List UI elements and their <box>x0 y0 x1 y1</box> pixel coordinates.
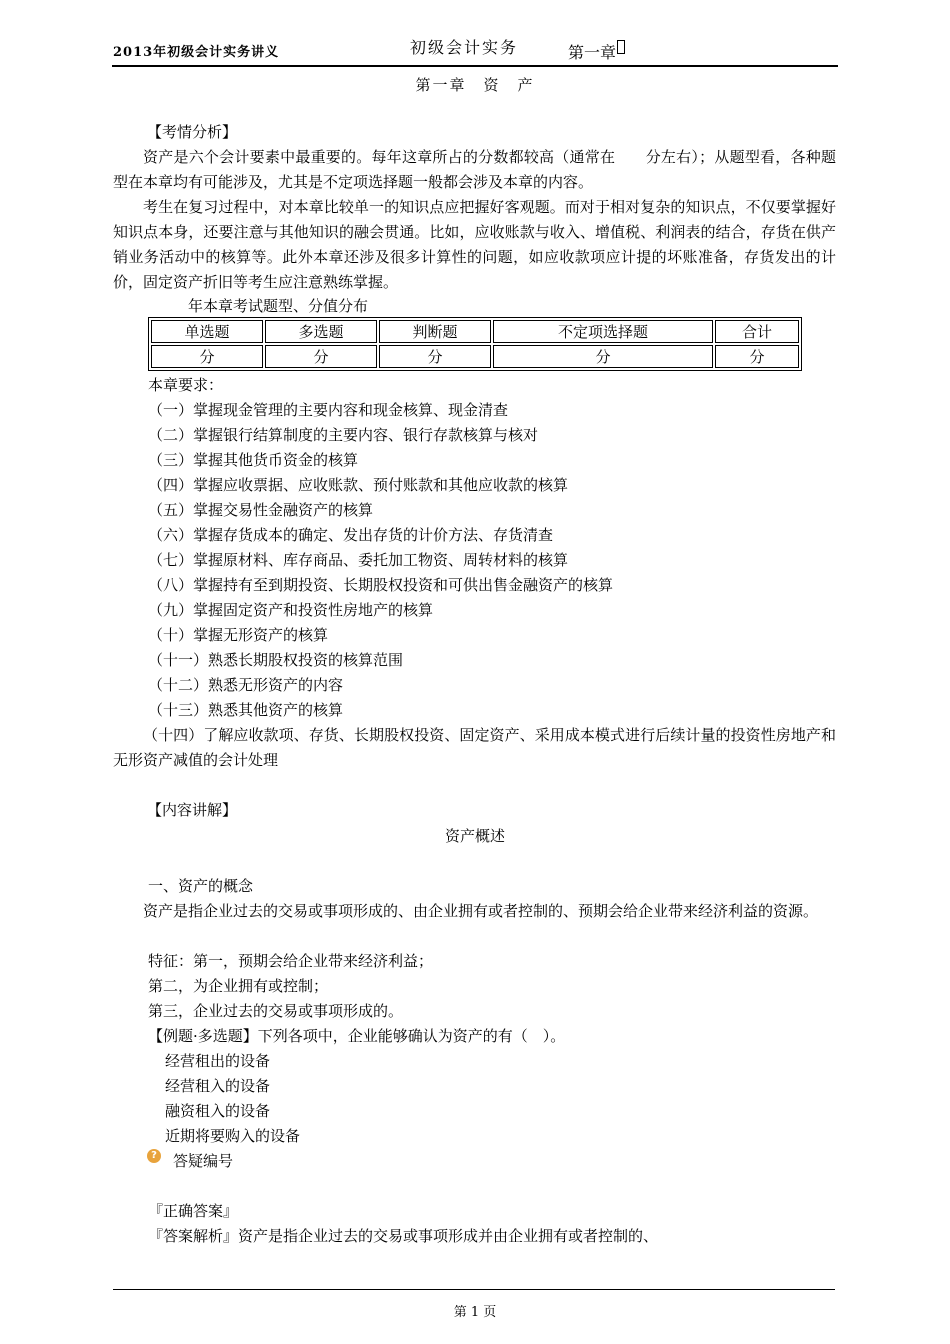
requirement-item: （六）掌握存货成本的确定、发出存货的计价方法、存货清查 <box>148 526 554 544</box>
feature-line: 特征：第一，预期会给企业带来经济利益； <box>148 952 434 970</box>
footer-rule <box>113 1289 835 1290</box>
asset-definition: 资产是指企业过去的交易或事项形成的、由企业拥有或者控制的、预期会给企业带来经济利益的资源。 <box>143 902 819 920</box>
table-cell: 分 <box>265 345 377 368</box>
requirement-item: （三）掌握其他货币资金的核算 <box>148 451 359 469</box>
table-header-cell: 不定项选择题 <box>493 320 713 343</box>
option-item: 融资租入的设备 <box>165 1102 271 1120</box>
requirement-item: （四）掌握应收票据、应收账款、预付账款和其他应收款的核算 <box>148 476 569 494</box>
table-header-cell: 判断题 <box>379 320 491 343</box>
option-item: 经营租出的设备 <box>165 1052 271 1070</box>
header-chapter <box>568 40 625 63</box>
table-header-cell: 单选题 <box>151 320 263 343</box>
table-cell: 分 <box>715 345 799 368</box>
score-distribution-table <box>148 317 802 371</box>
section-title: 资产概述 <box>444 827 505 845</box>
table-row <box>151 345 799 368</box>
table-cell: 分 <box>151 345 263 368</box>
question-mark-icon[interactable]: ? <box>147 1149 161 1163</box>
table-cell: 分 <box>379 345 491 368</box>
requirement-item: （十一）熟悉长期股权投资的核算范围 <box>148 651 404 669</box>
header-left-title: 2013年初级会计实务讲义 <box>113 45 280 60</box>
feature-line: 第三，企业过去的交易或事项形成的。 <box>148 1002 404 1020</box>
header-chapter-label: 第一章 <box>568 43 617 62</box>
content-heading: 【内容讲解】 <box>147 801 238 819</box>
requirement-item: （九）掌握固定资产和投资性房地产的核算 <box>148 601 434 619</box>
requirement-item: （五）掌握交易性金融资产的核算 <box>148 501 374 519</box>
requirements-heading: 本章要求： <box>148 376 224 394</box>
table-header-cell: 合计 <box>715 320 799 343</box>
qa-number-label[interactable]: 答疑编号 <box>173 1152 234 1170</box>
requirement-item: （二）掌握银行结算制度的主要内容、银行存款核算与核对 <box>148 426 539 444</box>
table-cell: 分 <box>493 345 713 368</box>
requirement-item: （十）掌握无形资产的核算 <box>148 626 329 644</box>
exam-analysis-para-1: 资产是六个会计要素中最重要的。每年这章所占的分数都较高（通常在 分左右）；从题型看，各种题型在本章均有可能涉及，尤其是不定项选择题一般都会涉及本章的内容。 <box>113 148 836 191</box>
answer-analysis: 『答案解析』资产是指企业过去的交易或事项形成并由企业拥有或者控制的、 <box>148 1227 659 1245</box>
table-caption: 年本章考试题型、分值分布 <box>188 297 369 315</box>
exam-analysis-heading: 【考情分析】 <box>147 123 238 141</box>
header-course-title: 初级会计实务 <box>410 38 519 57</box>
feature-line: 第二，为企业拥有或控制； <box>148 977 329 995</box>
requirement-item: （一）掌握现金管理的主要内容和现金核算、现金清查 <box>148 401 509 419</box>
requirement-item: （十二）熟悉无形资产的内容 <box>148 676 344 694</box>
example-question: 【例题·多选题】下列各项中，企业能够确认为资产的有（ ）。 <box>148 1027 566 1045</box>
table-header-row <box>151 320 799 343</box>
subsection-title: 一、资产的概念 <box>148 877 254 895</box>
requirement-item-14: （十四）了解应收款项、存货、长期股权投资、固定资产、采用成本模式进行后续计量的投资性房地产和无形资产减值的会计处理 <box>113 726 836 769</box>
page-number: 第 1 页 <box>453 1305 497 1320</box>
requirement-item: （十三）熟悉其他资产的核算 <box>148 701 344 719</box>
correct-answer-label: 『正确答案』 <box>148 1202 239 1220</box>
requirement-item: （八）掌握持有至到期投资、长期股权投资和可供出售金融资产的核算 <box>148 576 614 594</box>
chapter-title: 第一章 资 产 <box>415 76 535 94</box>
table-header-cell: 多选题 <box>265 320 377 343</box>
placeholder-box-icon <box>617 40 625 54</box>
option-item: 经营租入的设备 <box>165 1077 271 1095</box>
requirement-item: （七）掌握原材料、库存商品、委托加工物资、周转材料的核算 <box>148 551 569 569</box>
exam-analysis-para-2: 考生在复习过程中，对本章比较单一的知识点应把握好客观题。而对于相对复杂的知识点，不仅要掌握好知识点本身，还要注意与其他知识的融会贯通。比如，应收账款与收入、增值税、利润表的结合，存货在供产销业务活动中的核算等。此外本章还涉及很多计算性的问题，如应收款项应计提的坏账准备，存货发出的计价，固定资产折旧等考生应注意熟练掌握。 <box>113 198 836 291</box>
header-rule <box>112 65 838 67</box>
option-item: 近期将要购入的设备 <box>165 1127 301 1145</box>
